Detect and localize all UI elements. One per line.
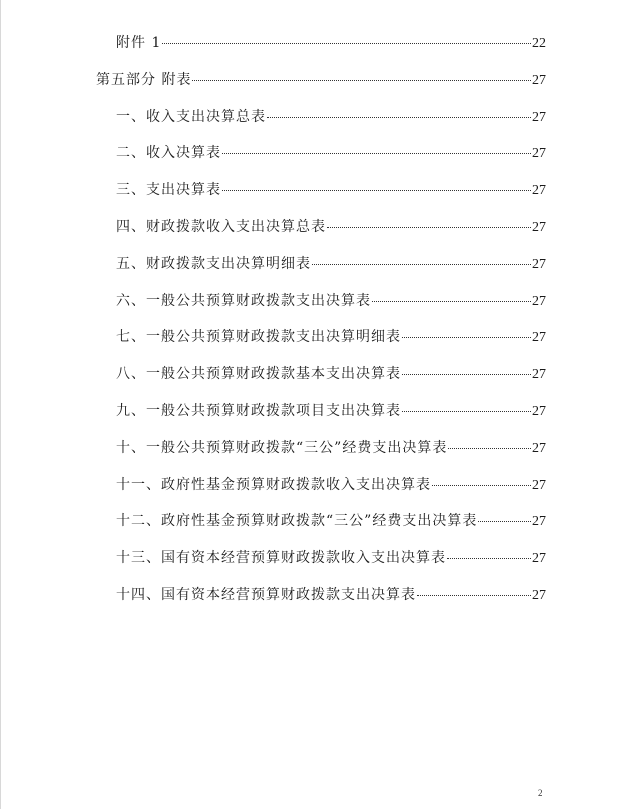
toc-dot-leader	[267, 117, 531, 118]
toc-entry-table-3[interactable]	[96, 180, 546, 217]
toc-entry-page: 27	[532, 367, 546, 383]
toc-entry-label: 七、一般公共预算财政拨款支出决算明细表	[116, 329, 401, 346]
toc-entry-table-6[interactable]	[96, 291, 546, 328]
toc-entry-page: 27	[532, 403, 546, 419]
toc-entry-page: 27	[532, 72, 546, 88]
toc-entry-page: 27	[532, 587, 546, 603]
toc-dot-leader	[327, 227, 531, 228]
toc-dot-leader	[478, 521, 531, 522]
toc-entry-label: 十一、政府性基金预算财政拨款收入支出决算表	[116, 476, 431, 493]
toc-entry-label: 六、一般公共预算财政拨款支出决算表	[116, 292, 371, 309]
toc-entry-table-14[interactable]	[96, 585, 546, 622]
toc-entry-label: 十二、政府性基金预算财政拨款“三公”经费支出决算表	[116, 513, 478, 530]
toc-entry-page: 27	[532, 514, 546, 530]
toc-dot-leader	[222, 190, 531, 191]
toc-entry-table-1[interactable]	[96, 107, 546, 144]
toc-entry-label: 三、支出决算表	[116, 182, 221, 199]
toc-dot-leader	[417, 595, 531, 596]
toc-dot-leader	[402, 411, 531, 412]
toc-entry-label: 十、一般公共预算财政拨款“三公”经费支出决算表	[116, 439, 448, 456]
toc-dot-leader	[447, 558, 531, 559]
toc-entry-page: 27	[532, 146, 546, 162]
toc-entry-page: 27	[532, 440, 546, 456]
toc-entry-label: 十四、国有资本经营预算财政拨款支出决算表	[116, 586, 416, 603]
toc-entry-page: 27	[532, 183, 546, 199]
toc-entry-table-2[interactable]	[96, 143, 546, 180]
toc-entry-page: 27	[532, 551, 546, 567]
toc-dot-leader	[192, 80, 531, 81]
toc-entry-label: 十三、国有资本经营预算财政拨款收入支出决算表	[116, 550, 446, 567]
toc-entry-page: 27	[532, 293, 546, 309]
toc-dot-leader	[402, 374, 531, 375]
toc-entry-part-five[interactable]	[96, 70, 546, 107]
toc-entry-table-9[interactable]	[96, 401, 546, 438]
toc-entry-page: 22	[532, 36, 546, 51]
toc-dot-leader	[372, 301, 531, 302]
toc-entry-page: 27	[532, 256, 546, 272]
toc-entry-page: 27	[532, 109, 546, 125]
toc-entry-label: 八、一般公共预算财政拨款基本支出决算表	[116, 366, 401, 383]
toc-entry-table-7[interactable]	[96, 327, 546, 364]
toc-entry-label: 一、收入支出决算总表	[116, 108, 266, 125]
toc-entry-page: 27	[532, 219, 546, 235]
toc-entry-table-11[interactable]	[96, 475, 546, 512]
toc-entry-attachment-1[interactable]	[96, 33, 546, 70]
toc-entry-table-8[interactable]	[96, 364, 546, 401]
toc-entry-table-4[interactable]	[96, 217, 546, 254]
toc-dot-leader	[162, 43, 531, 44]
toc-entry-label: 二、收入决算表	[116, 145, 221, 162]
table-of-contents	[96, 33, 546, 622]
toc-entry-label: 九、一般公共预算财政拨款项目支出决算表	[116, 402, 401, 419]
toc-entry-table-10[interactable]	[96, 438, 546, 475]
toc-entry-label: 五、财政拨款支出决算明细表	[116, 255, 311, 272]
toc-entry-page: 27	[532, 330, 546, 346]
toc-dot-leader	[432, 485, 531, 486]
toc-entry-page: 27	[532, 477, 546, 493]
toc-entry-table-13[interactable]	[96, 548, 546, 585]
toc-entry-table-12[interactable]	[96, 511, 546, 548]
toc-entry-table-5[interactable]	[96, 254, 546, 291]
toc-dot-leader	[448, 448, 531, 449]
footer-page-number: 2	[538, 788, 543, 798]
toc-dot-leader	[312, 264, 531, 265]
toc-entry-label: 附件 1	[116, 35, 162, 51]
toc-entry-label: 第五部分 附表	[96, 71, 192, 88]
toc-dot-leader	[222, 153, 531, 154]
toc-entry-label: 四、财政拨款收入支出决算总表	[116, 218, 326, 235]
toc-dot-leader	[402, 337, 531, 338]
page-edge	[0, 0, 1, 809]
